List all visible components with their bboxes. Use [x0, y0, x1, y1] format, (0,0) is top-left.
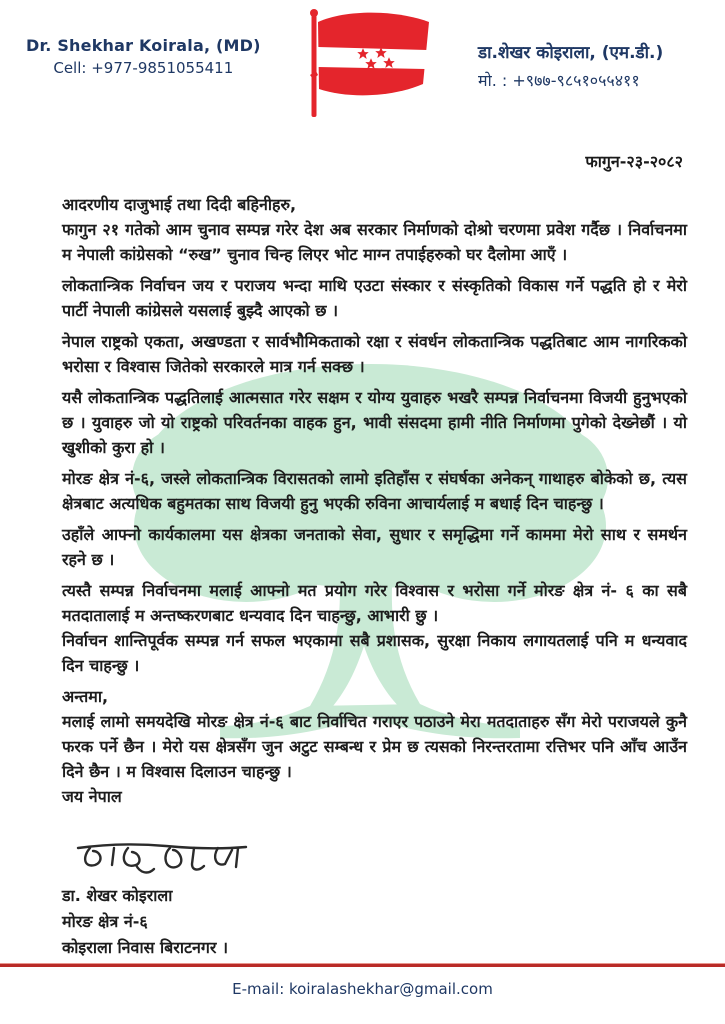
signature-block — [62, 883, 687, 961]
footer-email: E-mail: koiralashekhar@gmail.com — [232, 980, 493, 998]
letterhead-right — [478, 40, 663, 91]
signatory-name: डा. शेखर कोइराला — [62, 886, 173, 905]
paragraph: अन्तमा, — [62, 687, 109, 706]
paragraph: मोरङ क्षेत्र नं-६, जस्ले लोकतान्त्रिक विरासतको लामो इतिहाँस र संघर्षका अनेकन् गाथाहरु बोकेको छ, त्यस क्षेत्रबाट अत्यधिक बहुमतका साथ विजयी हुनु भएकी रुविना आचार्यलाई म बधाई दिन चाहन्छु । — [62, 469, 687, 513]
paragraph: मलाई लामो समयदेखि मोरङ क्षेत्र नं-६ बाट निर्वाचित गराएर पठाउने मेरा मतदाताहरु सँग मेरो पराजयले कुनै फरक पर्ने छैन । मेरो यस क्षेत्रसँग जुन अटुट सम्बन्ध र प्रेम छ त्यसको निरन्तरतामा रत्तिभर पनि आँच आउँन दिने छैन । म विश्वास दिलाउन चाहन्छु । — [62, 712, 687, 781]
doctor-name-english: Dr. Shekhar Koirala, (MD) — [26, 36, 261, 55]
paragraph: त्यस्तै सम्पन्न निर्वाचनमा मलाई आफ्नो मत प्रयोग गरेर विश्वास र भरोसा गर्ने मोरङ क्षेत्र नं- ६ का सबै मतदातालाई म अन्तष्करणबाट धन्यवाद दिन चाहन्छु, आभारी छु । — [62, 581, 687, 625]
paragraph: फागुन २१ गतेको आम चुनाव सम्पन्न गरेर देश अब सरकार निर्माणको दोश्रो चरणमा प्रवेश गर्दैछ । निर्वाचनमा म नेपाली कांग्रेसको “रुख” चुनाव चिन्ह लिएर भोट माग्न तपाईहरुको घर दैलोमा आएँ । — [62, 220, 687, 264]
letter-body — [62, 192, 687, 961]
doctor-name-nepali: डा.शेखर कोइराला, (एम.डी.) — [478, 43, 664, 63]
address: कोइराला निवास बिराटनगर । — [62, 938, 229, 957]
paragraph: नेपाल राष्ट्रको एकता, अखण्डता र सार्वभौमिकताको रक्षा र संवर्धन लोकतान्त्रिक पद्धतिबाट आम नागरिकको भरोसा र विश्वास जितेको सरकारले मात्र गर्न सक्छ । — [62, 332, 687, 376]
letter-date: फागुन-२३-२०८२ — [585, 152, 683, 171]
paragraph: उहाँले आफ्नो कार्यकालमा यस क्षेत्रका जनताको सेवा, सुधार र समृद्धिमा गर्ने काममा मेरो साथ र समर्थन रहने छ । — [62, 525, 687, 569]
letterhead-left — [26, 36, 261, 77]
paragraph: निर्वाचन शान्तिपूर्वक सम्पन्न गर्न सफल भएकामा सबै प्रशासक, सुरक्षा निकाय लगायतलाई पनि म धन्यवाद दिन चाहन्छु । — [62, 631, 687, 675]
cell-number: Cell: +977-9851055411 — [53, 59, 234, 77]
salutation: आदरणीय दाजुभाई तथा दिदी बहिनीहरु, — [62, 195, 297, 214]
paragraph: लोकतान्त्रिक निर्वाचन जय र पराजय भन्दा माथि एउटा संस्कार र संस्कृतिको विकास गर्ने पद्धति हो र मेरो पार्टी नेपाली कांग्रेसले यसलाई बुझ्दै आएको छ । — [62, 276, 687, 320]
mobile-number-nepali: मो. : +९७७-९८५१०५५४११ — [478, 71, 640, 90]
handwritten-signature — [70, 835, 255, 881]
footer-divider — [0, 963, 725, 967]
nepali-congress-flag-icon — [301, 5, 435, 121]
constituency: मोरङ क्षेत्र नं-६ — [62, 912, 148, 931]
paragraph: यसै लोकतान्त्रिक पद्धतिलाई आत्मसात गरेर सक्षम र योग्य युवाहरु भखरै सम्पन्न निर्वाचनमा विजयी हुनुभएको छ । युवाहरु जो यो राष्ट्रको परिवर्तनका वाहक हुन, भावी संसदमा हामी नीति निर्माणमा पुगेको देख्नेछौं । यो खुशीको कुरा हो । — [62, 388, 687, 457]
closing-jaya-nepal: जय नेपाल — [62, 787, 122, 806]
